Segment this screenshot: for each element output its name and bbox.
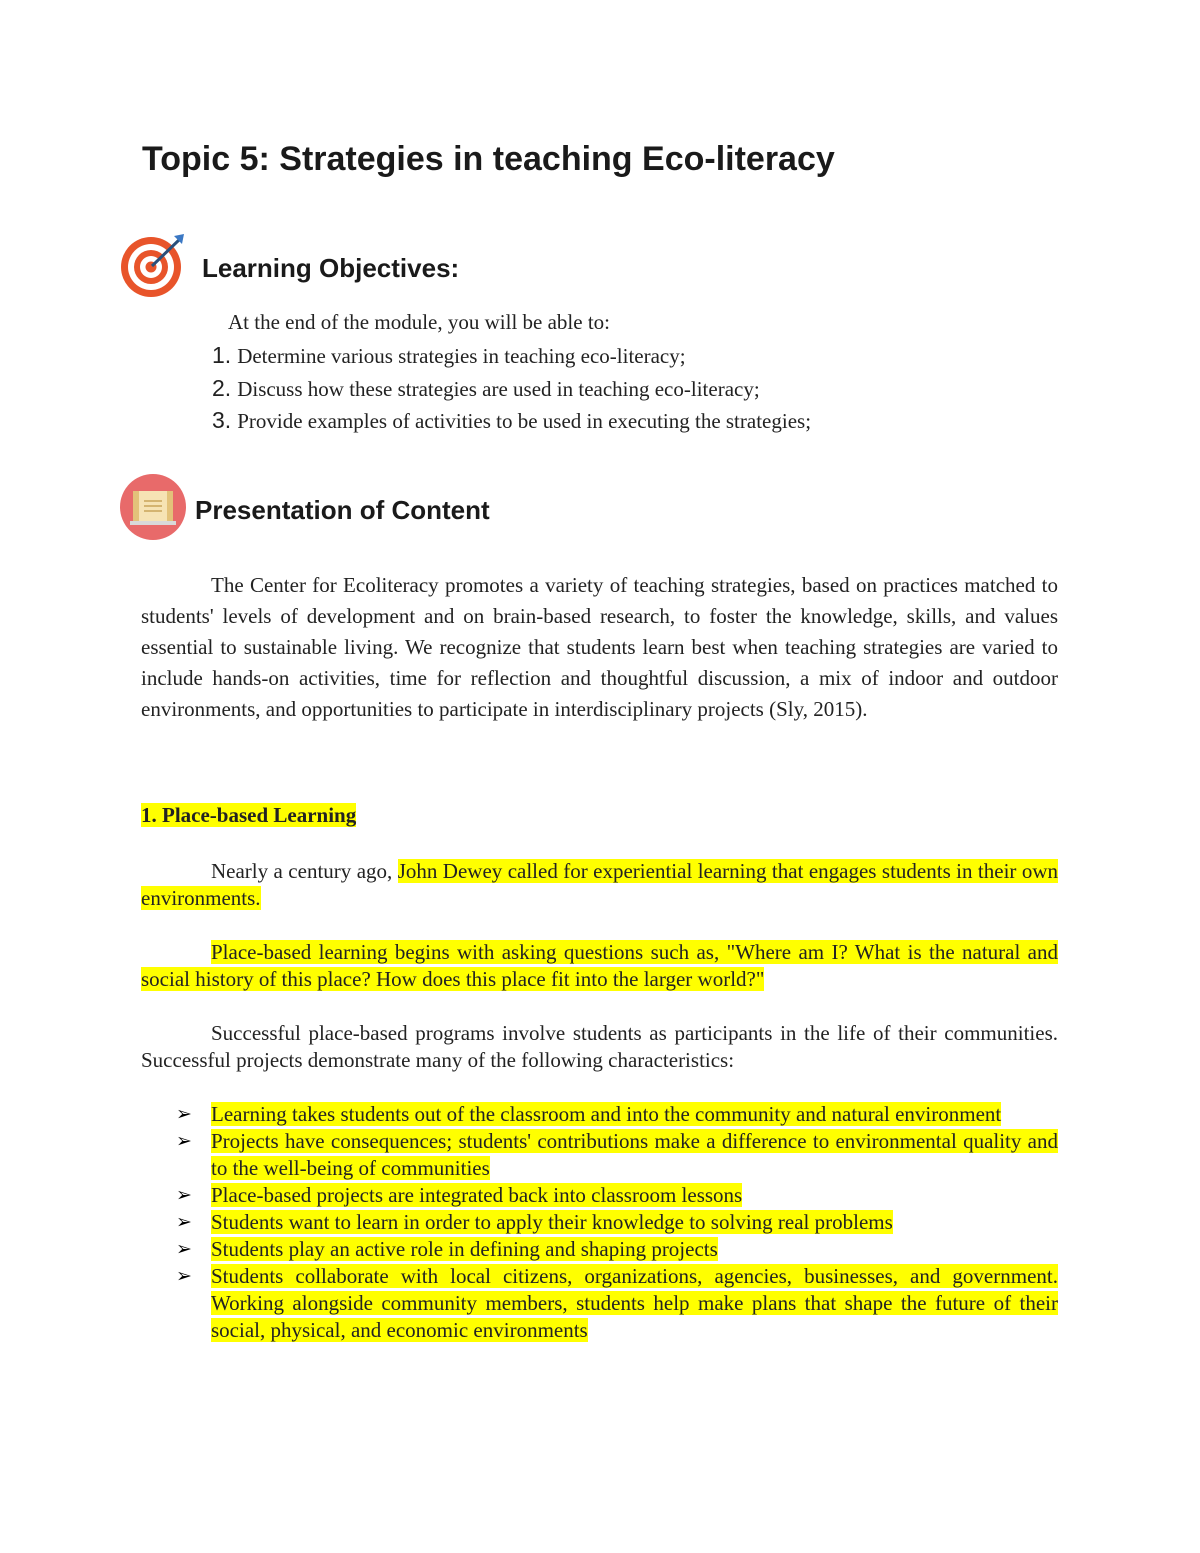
target-icon bbox=[118, 232, 188, 300]
dewey-paragraph: Nearly a century ago, John Dewey called for experiential learning that engages students in their own environments. bbox=[141, 859, 1059, 910]
objectives-list bbox=[212, 340, 811, 438]
list-item: ➢ Students collaborate with local citizens, organizations, agencies, businesses, and government. Working alongside community members, students help make plans that shape the future of their social, physical, and economic environments bbox=[176, 1264, 1058, 1342]
arrow-bullet-icon: ➢ bbox=[176, 1211, 192, 1233]
list-item: ➢ Projects have consequences; students' contributions make a difference to environmental quality and to the well-being of communities bbox=[176, 1129, 1058, 1180]
objective-item: 3. Provide examples of activities to be used in executing the strategies; bbox=[212, 407, 812, 433]
characteristics-paragraph: Successful place-based programs involve students as participants in the life of their communities. Successful projects demonstrate many of the following characteristics: bbox=[141, 1021, 1058, 1072]
list-item: ➢ Place-based projects are integrated back into classroom lessons bbox=[176, 1183, 743, 1207]
objective-item: 2. Discuss how these strategies are used in teaching eco-literacy; bbox=[212, 374, 760, 401]
section-heading: 1. Place-based Learning bbox=[141, 803, 357, 827]
objectives-intro: At the end of the module, you will be able to: bbox=[228, 310, 610, 334]
arrow-bullet-icon: ➢ bbox=[176, 1130, 192, 1152]
questions-paragraph: Place-based learning begins with asking questions such as, "Where am I? What is the natural and social history of this place? How does this place fit into the larger world?" bbox=[141, 940, 1058, 991]
intro-paragraph: The Center for Ecoliteracy promotes a variety of teaching strategies, based on practices matched to students' levels of development and on brain-based research, to foster the knowledge, skills, and values essential to sustainable living. We recognize that students learn best when teaching strategies are varied to include hands-on activities, time for reflection and thoughtful discussion, a mix of indoor and outdoor environments, and opportunities to participate in interdisciplinary projects (Sly, 2015). bbox=[141, 573, 1058, 721]
arrow-bullet-icon: ➢ bbox=[176, 1238, 192, 1260]
list-item: ➢ Students want to learn in order to apply their knowledge to solving real problems bbox=[176, 1210, 893, 1234]
list-item: ➢ Students play an active role in defining and shaping projects bbox=[176, 1237, 718, 1261]
objectives-heading: Learning Objectives: bbox=[202, 253, 460, 283]
objective-item: 1. Determine various strategies in teaching eco-literacy; bbox=[212, 342, 686, 368]
list-item: ➢ Learning takes students out of the classroom and into the community and natural environment bbox=[176, 1102, 1002, 1126]
book-icon bbox=[118, 473, 188, 541]
page-title: Topic 5: Strategies in teaching Eco-literacy bbox=[142, 140, 835, 178]
arrow-bullet-icon: ➢ bbox=[176, 1184, 192, 1206]
characteristics-list bbox=[176, 1101, 1058, 1344]
content-heading: Presentation of Content bbox=[195, 495, 490, 525]
arrow-bullet-icon: ➢ bbox=[176, 1103, 192, 1125]
arrow-bullet-icon: ➢ bbox=[176, 1265, 192, 1287]
